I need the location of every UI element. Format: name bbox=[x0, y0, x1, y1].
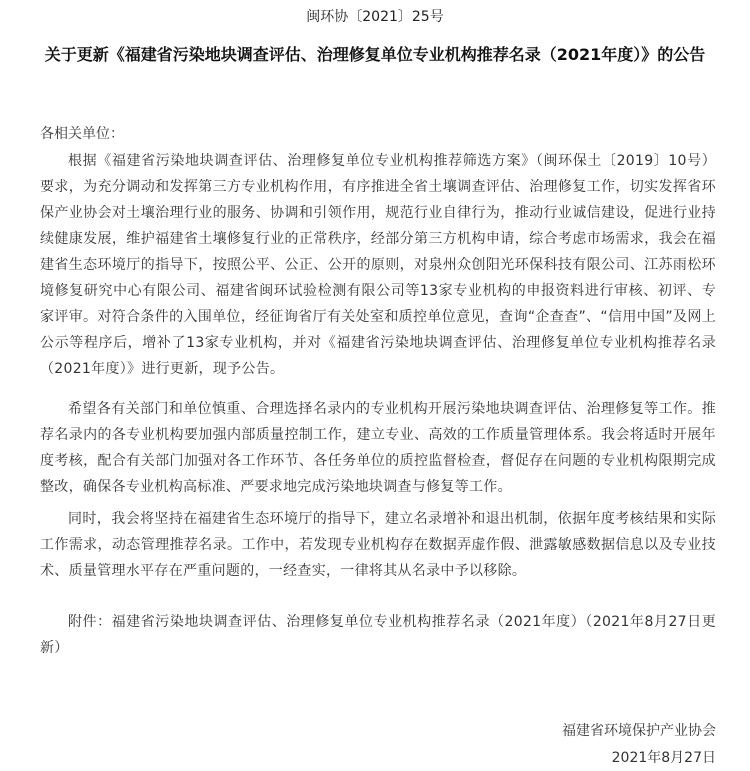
document-number: 闽环协〔2021〕25号 bbox=[306, 9, 444, 25]
body-paragraph-2: 希望各有关部门和单位慎重、合理选择名录内的专业机构开展污染地块调查评估、治理修复等工作。推荐名录内的各专业机构要加强内部质量控制工作，建立专业、高效的工作质量管理体系。我会将适时开展年度考核，配合有关部门加强对各工作环节、各任务单位的质控监督检查，督促存在问题的专业机构限期完成整改，确保各专业机构高标准、严要求地完成污染地块调查与修复等工作。 bbox=[40, 401, 716, 495]
salutation: 各相关单位： bbox=[40, 126, 124, 142]
signature-organization: 福建省环境保护产业协会 bbox=[562, 723, 716, 739]
signature-date: 2021年8月27日 bbox=[611, 750, 716, 766]
body-paragraph-1: 根据《福建省污染地块调查评估、治理修复单位专业机构推荐筛选方案》（闽环保土〔2019〕10号）要求，为充分调动和发挥第三方专业机构作用，有序推进全省土壤调查评估、治理修复工作，切实发挥省环保产业协会对土壤治理行业的服务、协调和引领作用，规范行业自律行为，推动行业诚信建设，促进行业持续健康发展，维护福建省土壤修复行业的正常秩序，经部分第三方机构申请，综合考虑市场需求，我会在福建省生态环境厅的指导下，按照公平、公正、公开的原则，对泉州众创阳光环保科技有限公司、江苏雨松环境修复研究中心有限公司、福建省闽环试验检测有限公司等13家专业机构的申报资料进行审核、初评、专家评审。对符合条件的入围单位，经征询省厅有关处室和质控单位意见，查询“企查查”、“信用中国”及网上公示等程序后，增补了13家专业机构，并对《福建省污染地块调查评估、治理修复单位专业机构推荐名录（2021年度）》进行更新，现予公告。 bbox=[40, 153, 716, 377]
body-paragraph-3: 同时，我会将坚持在福建省生态环境厅的指导下，建立名录增补和退出机制，依据年度考核结果和实际工作需求，动态管理推荐名录。工作中，若发现专业机构存在数据弄虚作假、泄露敏感数据信息以及专业技术、质量管理水平存在严重问题的，一经查实，一律将其从名录中予以移除。 bbox=[40, 511, 716, 579]
announcement-title: 关于更新《福建省污染地块调查评估、治理修复单位专业机构推荐名录（2021年度）》的公告 bbox=[44, 45, 706, 64]
attachment-note: 附件：福建省污染地块调查评估、治理修复单位专业机构推荐名录（2021年度）（2021年8月27日更新） bbox=[40, 614, 716, 656]
